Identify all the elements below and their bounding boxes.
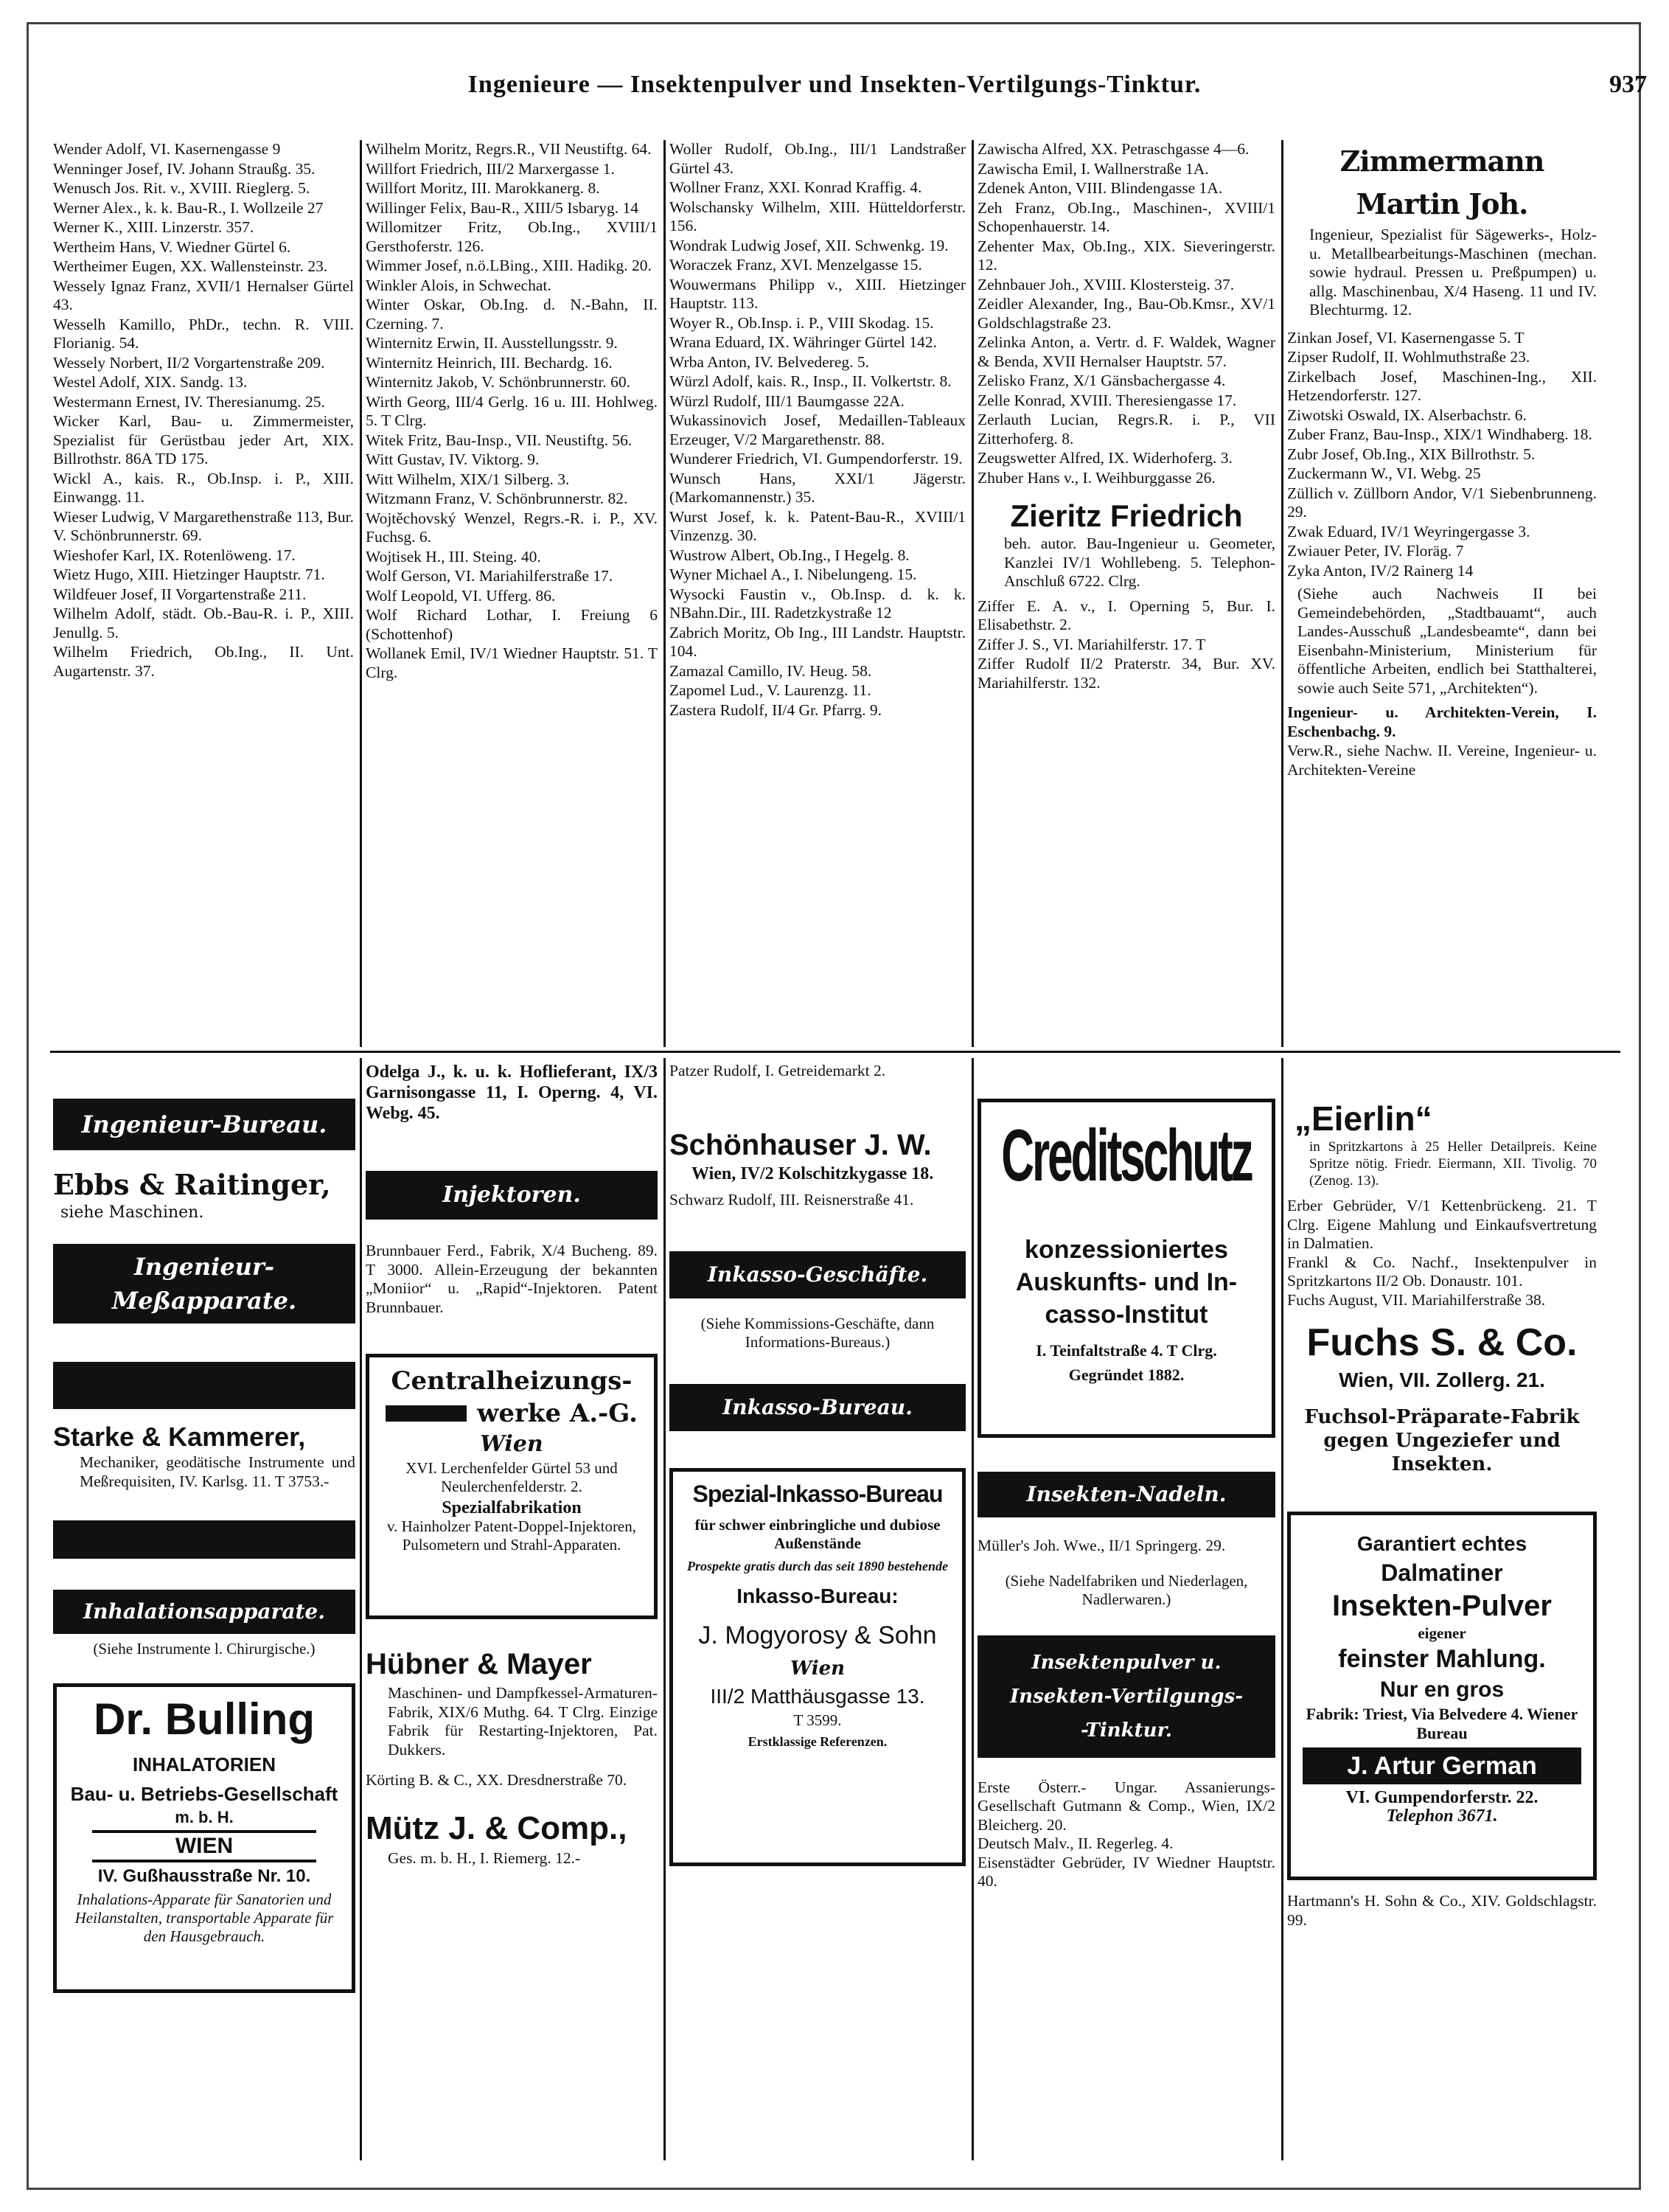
directory-entry: Zhuber Hans v., I. Weihburggasse 26. xyxy=(978,468,1216,487)
central-line xyxy=(374,1397,649,1430)
cred-line: casso-Institut xyxy=(1045,1301,1208,1329)
directory-entry: Wunsch Hans, XXI/1 Jägerstr. (Markomannenstr.) 35. xyxy=(669,469,966,506)
cred-line: Creditschutz xyxy=(1001,1116,1252,1197)
zieritz-text: beh. autor. Bau-Ingenieur u. Geometer, Kanzlei IV/1 Wohllebeng. 5. Telephon-Anschluß 6722. Clrg. xyxy=(1004,535,1275,590)
directory-entry: Woraczek Franz, XVI. Menzelgasse 15. xyxy=(669,256,922,274)
patzer-entry: Patzer Rudolf, I. Getreidemarkt 2. xyxy=(669,1062,886,1079)
directory-entry: Wondrak Ludwig Josef, XII. Schwenkg. 19. xyxy=(669,236,949,254)
fuchs-entry: Fuchs August, VII. Mariahilferstraße 38. xyxy=(1287,1290,1546,1309)
directory-entry: Zyka Anton, IV/2 Rainerg 14 xyxy=(1287,561,1474,580)
directory-entry: Wojtisek H., III. Steing. 40. xyxy=(366,547,541,566)
directory-entry: Wurst Josef, k. k. Patent-Bau-R., XVIII/1 Vinzenzg. 30. xyxy=(669,507,966,544)
entries-column-2 xyxy=(366,140,658,1047)
spezial-line: Spezial-Inkasso-Bureau xyxy=(692,1480,943,1507)
directory-entry: Wustrow Albert, Ob.Ing., I Hegelg. 8. xyxy=(669,546,910,564)
directory-entry: Ziffer J. S., VI. Mariahilferstr. 17. T xyxy=(978,635,1206,653)
dalm-line: Fabrik: Triest, Via Belvedere 4. Wiener Bureau xyxy=(1306,1705,1578,1742)
dalm-line: Dalmatiner xyxy=(1381,1559,1503,1586)
dalm-line: Nur en gros xyxy=(1379,1677,1505,1702)
fuchs-co-line: Fuchsol-Präparate-Fabrik gegen Ungeziefer und Insekten. xyxy=(1304,1406,1580,1475)
directory-entry: Wollner Franz, XXI. Konrad Kraffig. 4. xyxy=(669,178,922,196)
heading-line: -Tinktur. xyxy=(1081,1719,1172,1742)
directory-entry: Wrba Anton, IV. Belvedereg. 5. xyxy=(669,352,870,371)
frankl-entry: Frankl & Co. Nachf., Insektenpulver in Spritzkartons II/2 Ob. Donaustr. 101. xyxy=(1287,1253,1597,1290)
directory-entry: Wender Adolf, VI. Kasernengasse 9 xyxy=(53,140,281,158)
directory-entry: Winternitz Heinrich, III. Bechardg. 16. xyxy=(366,353,613,372)
directory-entry: Winter Oskar, Ob.Ing. d. N.-Bahn, II. Czerning. 7. xyxy=(366,296,658,333)
schwarz-entry: Schwarz Rudolf, III. Reisnerstraße 41. xyxy=(669,1191,914,1208)
directory-entry: Wolf Gerson, VI. Mariahilferstraße 17. xyxy=(366,567,613,585)
column-rule xyxy=(360,140,362,1047)
lower-column-3 xyxy=(669,1062,966,2160)
directory-entry: Wojtěchovský Wenzel, Regrs.-R. i. P., XV. Fuchsg. 6. xyxy=(366,509,658,546)
directory-entry: Zirkelbach Josef, Maschinen-Ing., XII. Hetzendorferstr. 127. xyxy=(1287,367,1597,404)
directory-entry: Zehenter Max, Ob.Ing., XIX. Sieveringerstr. 12. xyxy=(978,237,1275,274)
directory-entry: Wietz Hugo, XIII. Hietzinger Hauptstr. 71. xyxy=(53,566,325,583)
directory-entry: Zwak Eduard, IV/1 Weyringergasse 3. xyxy=(1287,522,1530,540)
centralheizung-ad xyxy=(366,1354,658,1619)
section-heading-ingenieur-bureau: Ingenieur-Bureau. xyxy=(53,1099,355,1150)
koerting-entry: Körting B. & C., XX. Dresdnerstraße 70. xyxy=(366,1771,627,1789)
directory-entry: Zipser Rudolf, II. Wohlmuthstraße 23. xyxy=(1287,348,1530,366)
directory-entry: Zdenek Anton, VIII. Blindengasse 1A. xyxy=(978,179,1223,197)
bulling-line: m. b. H. xyxy=(175,1808,234,1826)
erber-entry: Erber Gebrüder, V/1 Kettenbrückeng. 21. T Clrg. Eigene Mahlung und Einkaufsvertretung in Dalmatien. xyxy=(1287,1197,1597,1252)
section-heading-insektenpulver xyxy=(978,1635,1275,1758)
schoenhauser-text: Wien, IV/2 Kolschitzkygasse 18. xyxy=(691,1164,934,1183)
black-bar xyxy=(53,1520,355,1559)
black-bar xyxy=(53,1362,355,1409)
fuchs-co-line: Wien, VII. Zollerg. 21. xyxy=(1339,1368,1545,1391)
bulling-line: INHALATORIEN xyxy=(132,1753,276,1775)
directory-entry: Willfort Friedrich, III/2 Marxergasse 1. xyxy=(366,159,615,178)
section-heading-inkasso-geschaefte: Inkasso-Geschäfte. xyxy=(669,1251,966,1298)
fuchs-co-name: Fuchs S. & Co. xyxy=(1306,1321,1578,1364)
directory-entry: Wesselh Kamillo, PhDr., techn. R. VIII. Florianig. 54. xyxy=(53,315,354,352)
huebner-text: Maschinen- und Dampfkessel-Armaturen-Fabrik, XIX/6 Muthg. 64. T Clrg. Einzige Fabrik für Restarting-Injektoren, Pat. Dukkers. xyxy=(388,1684,658,1759)
huebner-name: Hübner & Mayer xyxy=(366,1648,592,1680)
directory-entry: Zerlauth Lucian, Regrs.R. i. P., VII Zitterhoferg. 8. xyxy=(978,411,1275,448)
directory-entry: Wessely Ignaz Franz, XVII/1 Hernalser Gürtel 43. xyxy=(53,276,354,313)
schoenhauser-name: Schönhauser J. W. xyxy=(669,1128,932,1161)
dalm-line: J. Artur German xyxy=(1303,1747,1581,1784)
zieritz-name: Zieritz Friedrich xyxy=(1010,498,1243,533)
directory-entry: Westel Adolf, XIX. Sandg. 13. xyxy=(53,373,248,391)
brunnbauer-entry: Brunnbauer Ferd., Fabrik, X/4 Bucheng. 89. T 3000. Allein-Erzeugung der bekannten „Moniior“ u. „Rapid“-Injektoren. Patent Brunnbauer. xyxy=(366,1242,658,1316)
dalm-line: Telephon 3671. xyxy=(1386,1806,1498,1826)
directory-entry: Wolschansky Wilhelm, XIII. Hütteldorferstr. 156. xyxy=(669,198,966,234)
column-rule xyxy=(360,1058,362,2160)
central-line: Spezialfabrikation xyxy=(442,1498,582,1517)
directory-entry: Winkler Alois, in Schwechat. xyxy=(366,276,551,294)
ingenieur-note: (Siehe auch Nachweis II bei Gemeindebehörden, „Stadtbauamt“, auch Landes-Ausschuß „Landesbeamte“, dann bei Eisenbahn-Ministerium, Ministerium für öffentliche Arbeiten, endlich bei Statthalterei, sowie auch Seite 571, „Architekten“). xyxy=(1297,585,1597,697)
bulling-ad xyxy=(53,1683,355,1993)
directory-entry: Züllich v. Züllborn Andor, V/1 Siebenbrunneng. 29. xyxy=(1287,484,1597,521)
section-rule xyxy=(50,1051,1620,1053)
mueller-entry: Müller's Joh. Wwe., II/1 Springerg. 29. xyxy=(978,1537,1226,1554)
directory-entry: Witt Wilhelm, XIX/1 Silberg. 3. xyxy=(366,470,570,488)
muetz-text: Ges. m. b. H., I. Riemerg. 12.- xyxy=(388,1848,581,1867)
directory-entry: Wickl A., kais. R., Ob.Insp. i. P., XIII. Einwangg. 11. xyxy=(53,469,354,506)
central-line: XVI. Lerchenfelder Gürtel 53 und Neulerchenfelderstr. 2. xyxy=(405,1459,618,1495)
central-line: v. Hainholzer Patent-Doppel-Injektoren, Pulsometern und Strahl-Apparaten. xyxy=(386,1517,637,1554)
directory-entry: Zuber Franz, Bau-Insp., XIX/1 Windhaberg. 18. xyxy=(1287,425,1592,443)
inhalation-note: (Siehe Instrumente l. Chirurgische.) xyxy=(93,1640,316,1658)
directory-entry: Würzl Adolf, kais. R., Insp., II. Volkertstr. 8. xyxy=(669,372,952,390)
directory-entry: Zelinka Anton, a. Vertr. d. F. Waldek, Wagner & Benda, XVII Hernalser Hauptstr. 57. xyxy=(978,333,1275,370)
directory-entry: Witzmann Franz, V. Schönbrunnerstr. 82. xyxy=(366,490,628,507)
directory-entry: Winternitz Erwin, II. Ausstellungsstr. 9. xyxy=(366,334,618,352)
inkasso-note: (Siehe Kommissions-Geschäfte, dann Informations-Bureaus.) xyxy=(700,1314,935,1351)
directory-entry: Zelle Konrad, XVIII. Theresiengasse 17. xyxy=(978,391,1237,409)
directory-entry: Zapomel Lud., V. Laurenzg. 11. xyxy=(669,681,871,699)
bulling-line: IV. Gußhausstraße Nr. 10. xyxy=(97,1866,311,1886)
directory-entry: Zwiauer Peter, IV. Floräg. 7 xyxy=(1287,542,1464,560)
directory-entry: Wieser Ludwig, V Margarethenstraße 113, Bur. V. Schönbrunnerstr. 69. xyxy=(53,507,354,544)
zieritz-ad xyxy=(978,498,1275,591)
directory-entry: Zawischa Emil, I. Wallnerstraße 1A. xyxy=(978,159,1209,178)
cred-line: Auskunfts- und In- xyxy=(1015,1268,1238,1296)
bulling-line: Bau- u. Betriebs-Gesellschaft xyxy=(70,1783,338,1805)
column-rule xyxy=(1281,1058,1283,2160)
directory-entry: Werner K., XIII. Linzerstr. 357. xyxy=(53,218,254,236)
starke-text: Mechaniker, geodätische Instrumente und Meßrequisiten, IV. Karlsg. 11. T 3753.- xyxy=(80,1453,355,1490)
zimmermann-text: Ingenieur, Spezialist für Sägewerks-, Holz- u. Metallbearbeitungs-Maschinen (mechan. sowie hydraul. Pressen u. Preßpumpen) u. allg. Maschinenbau, X/4 Haseng. 11 und IV. Blechturmg. 12. xyxy=(1309,226,1597,319)
spezial-line: J. Mogyorosy & Sohn xyxy=(698,1621,937,1649)
directory-entry: Zeh Franz, Ob.Ing., Maschinen-, XVIII/1 Schopenhauerstr. 14. xyxy=(978,198,1275,235)
directory-entry: Wilhelm Moritz, Regrs.R., VII Neustiftg. 64. xyxy=(366,140,652,158)
lower-column-4 xyxy=(978,1099,1275,2160)
deutsch-entry: Deutsch Malv., II. Regerleg. 4. xyxy=(978,1834,1174,1852)
directory-entry: Wrana Eduard, IX. Währinger Gürtel 142. xyxy=(669,333,937,351)
section-heading-insekten-nadeln: Insekten-Nadeln. xyxy=(978,1472,1275,1517)
directory-entry: Willomitzer Fritz, Ob.Ing., XVIII/1 Gersthoferstr. 126. xyxy=(366,218,658,255)
directory-entry: Würzl Rudolf, III/1 Baumgasse 22A. xyxy=(669,392,905,410)
directory-entry: Zinkan Josef, VI. Kasernengasse 5. T xyxy=(1287,328,1525,347)
directory-entry: Willfort Moritz, III. Marokkanerg. 8. xyxy=(366,179,600,197)
column-rule xyxy=(972,1058,974,2160)
directory-entry: Wunderer Friedrich, VI. Gumpendorferstr. 19. xyxy=(669,450,963,467)
black-dash xyxy=(386,1405,467,1422)
directory-entry: Wenninger Josef, IV. Johann Straußg. 35. xyxy=(53,159,316,178)
directory-entry: Ziffer E. A. v., I. Operning 5, Bur. I. Elisabethstr. 2. xyxy=(978,597,1275,633)
dalm-line: Garantiert echtes xyxy=(1356,1532,1527,1555)
directory-entry: Wysocki Faustin v., Ob.Insp. d. k. k. NBahn.Dir., III. Radetzkystraße 12 xyxy=(669,585,966,622)
directory-entry: Zamazal Camillo, IV. Heug. 58. xyxy=(669,661,872,680)
directory-entry: Woller Rudolf, Ob.Ing., III/1 Landstraßer Gürtel 43. xyxy=(669,140,966,177)
section-heading-inhalationsapparate: Inhalationsapparate. xyxy=(53,1590,355,1634)
ebbs-name: Ebbs & Raitinger, xyxy=(53,1168,331,1201)
directory-entry: Wildfeuer Josef, II Vorgartenstraße 211. xyxy=(53,585,307,603)
zimmermann-name: Zimmermann Martin Joh. xyxy=(1339,145,1544,220)
spezial-line: T 3599. xyxy=(793,1711,842,1729)
odelga-entry: Odelga J., k. u. k. Hoflieferant, IX/3 Garnisongasse 11, I. Operng. 4, VI. Webg. 45. xyxy=(366,1062,658,1123)
entries-column-1 xyxy=(53,140,354,1047)
directory-entry: Zelisko Franz, X/1 Gänsbachergasse 4. xyxy=(978,372,1226,389)
directory-entry: Wyner Michael A., I. Nibelungeng. 15. xyxy=(669,566,917,583)
directory-entry: Witek Fritz, Bau-Insp., VII. Neustiftg. 56. xyxy=(366,431,633,449)
mueller-note: (Siehe Nadelfabriken und Niederlagen, Nadlerwaren.) xyxy=(1005,1571,1248,1608)
directory-entry: Wieshofer Karl, IX. Rotenlöweng. 17. xyxy=(53,546,296,564)
bulling-line: Inhalations-Apparate für Sanatorien und Heilanstalten, transportable Apparate für den Hausgebrauch. xyxy=(74,1891,334,1945)
ingenieur-verein: Ingenieur- u. Architekten-Verein, I. Eschenbachg. 9. xyxy=(1287,703,1597,740)
heading-line: Meßapparate. xyxy=(111,1287,297,1315)
cred-line: konzessioniertes xyxy=(1025,1236,1228,1264)
bulling-line: WIEN xyxy=(92,1830,316,1863)
lower-column-5 xyxy=(1287,1099,1597,2160)
directory-entry: Zawischa Alfred, XX. Petraschgasse 4—6. xyxy=(978,140,1250,158)
central-line: Wien xyxy=(480,1431,543,1457)
cred-line: I. Teinfaltstraße 4. T Clrg. xyxy=(1036,1341,1217,1360)
entries-column-4 xyxy=(978,140,1275,1047)
heading-line: Insektenpulver u. xyxy=(1031,1651,1222,1674)
directory-entry: Westermann Ernest, IV. Theresianumg. 25. xyxy=(53,392,325,411)
directory-entry: Zeidler Alexander, Ing., Bau-Ob.Kmsr., XV/1 Goldschlagstraße 23. xyxy=(978,295,1275,332)
dalm-line: VI. Gumpendorferstr. 22. xyxy=(1345,1788,1539,1807)
eierlin-name: „Eierlin“ xyxy=(1295,1099,1432,1138)
entries-column-5 xyxy=(1287,140,1597,1047)
creditschutz-ad xyxy=(978,1099,1275,1438)
directory-entry: Witt Gustav, IV. Viktorg. 9. xyxy=(366,451,540,468)
directory-entry: Wessely Norbert, II/2 Vorgartenstraße 209. xyxy=(53,353,325,372)
ebbs-ref: siehe Maschinen. xyxy=(60,1203,204,1222)
page-number: 937 xyxy=(1609,71,1647,98)
column-rule xyxy=(1281,140,1283,1047)
directory-entry: Winternitz Jakob, V. Schönbrunnerstr. 60. xyxy=(366,373,631,391)
section-heading-injektoren: Injektoren. xyxy=(366,1171,658,1220)
directory-entry: Wirth Georg, III/4 Gerlg. 16 u. III. Hohlweg. 5. T Clrg. xyxy=(366,392,658,429)
directory-entry: Zeugswetter Alfred, IX. Widerhoferg. 3. xyxy=(978,449,1233,467)
central-text: werke A.-G. xyxy=(477,1399,638,1428)
bulling-name: Dr. Bulling xyxy=(94,1694,315,1744)
central-line: Centralheizungs- xyxy=(391,1366,633,1396)
page-title: Ingenieure — Insektenpulver und Insekten-Vertilgungs-Tinktur. xyxy=(467,71,1202,98)
directory-entry: Wilhelm Adolf, städt. Ob.-Bau-R. i. P., XIII. Jenullg. 5. xyxy=(53,605,354,641)
directory-entry: Wouwermans Philipp v., XIII. Hietzinger Hauptstr. 113. xyxy=(669,275,966,312)
section-heading-inkasso-bureau: Inkasso-Bureau. xyxy=(669,1384,966,1431)
directory-entry: Werner Alex., k. k. Bau-R., I. Wollzeile 27 xyxy=(53,198,324,217)
directory-entry: Wukassinovich Josef, Medaillen-Tableaux Erzeuger, V/2 Margarethenstr. 88. xyxy=(669,411,966,448)
directory-entry: Zehnbauer Joh., XVIII. Klostersteig. 37. xyxy=(978,275,1235,293)
entries-column-3 xyxy=(669,140,966,1047)
spezial-line: für schwer einbringliche und dubiose Außenstände xyxy=(694,1515,941,1552)
dalm-line: eigener xyxy=(1418,1624,1466,1642)
directory-entry: Wolf Leopold, VI. Ufferg. 86. xyxy=(366,586,556,605)
section-heading-messapparate xyxy=(53,1244,355,1324)
running-header xyxy=(22,71,1647,108)
column-rule xyxy=(663,1058,666,2160)
starke-name: Starke & Kammerer, xyxy=(53,1422,306,1452)
spezial-line: Erstklassige Referenzen. xyxy=(748,1733,888,1749)
erste-entry: Erste Österr.- Ungar. Assanierungs- Gesellschaft Gutmann & Comp., Wien, IX/2 Bleicherg. 20. xyxy=(978,1778,1275,1834)
spezial-inkasso-ad xyxy=(669,1468,966,1866)
column-rule xyxy=(972,140,974,1047)
spezial-line: Inkasso-Bureau: xyxy=(736,1584,899,1607)
directory-entry: Wenusch Jos. Rit. v., XVIII. Rieglerg. 5. xyxy=(53,179,310,197)
directory-entry: Woyer R., Ob.Insp. i. P., VIII Skodag. 15. xyxy=(669,313,934,332)
directory-entry: Wicker Karl, Bau- u. Zimmermeister, Spezialist für Gerüstbau jeder Art, XIX. Billrothstr. 86A TD 175. xyxy=(53,412,354,467)
lower-column-1 xyxy=(53,1099,355,2160)
directory-entry: Wimmer Josef, n.ö.LBing., XIII. Hadikg. 20. xyxy=(366,257,652,274)
directory-entry: Wertheimer Eugen, XX. Wallensteinstr. 23. xyxy=(53,257,328,275)
spezial-line: Wien xyxy=(790,1657,846,1680)
directory-entry: Ziffer Rudolf II/2 Praterstr. 34, Bur. XV. Mariahilferstr. 132. xyxy=(978,655,1275,692)
heading-line: Insekten-Vertilgungs- xyxy=(1010,1685,1243,1708)
column-rule xyxy=(663,140,666,1047)
eierlin-text: in Spritzkartons à 25 Heller Detailpreis. Keine Spritze nötig. Friedr. Eiermann, XII. Tivolig. 70 (Zenog. 13). xyxy=(1309,1139,1597,1189)
muetz-name: Mütz J. & Comp., xyxy=(366,1809,627,1846)
directory-entry: Wolf Richard Lothar, I. Freiung 6 (Schottenhof) xyxy=(366,606,658,643)
directory-entry: Zabrich Moritz, Ob Ing., III Landstr. Hauptstr. 104. xyxy=(669,623,966,660)
cred-line: Gegründet 1882. xyxy=(1068,1366,1185,1384)
hartmann-entry: Hartmann's H. Sohn & Co., XIV. Goldschlagstr. 99. xyxy=(1287,1892,1597,1929)
ingenieur-verein-ref: Verw.R., siehe Nachw. II. Vereine, Ingenieur- u. Architekten-Vereine xyxy=(1287,742,1597,779)
directory-entry: Zastera Rudolf, II/4 Gr. Pfarrg. 9. xyxy=(669,700,882,719)
directory-entry: Ziwotski Oswald, IX. Alserbachstr. 6. xyxy=(1287,406,1527,424)
spezial-line: III/2 Matthäusgasse 13. xyxy=(710,1684,925,1708)
dalmatiner-ad xyxy=(1287,1512,1597,1880)
dalm-line: feinster Mahlung. xyxy=(1338,1645,1546,1673)
directory-entry: Willinger Felix, Bau-R., XIII/5 Isbaryg. 14 xyxy=(366,198,638,217)
directory-entry: Wertheim Hans, V. Wiedner Gürtel 6. xyxy=(53,237,291,256)
dalm-line: Insekten-Pulver xyxy=(1332,1590,1552,1622)
directory-entry: Wollanek Emil, IV/1 Wiedner Hauptstr. 51. T Clrg. xyxy=(366,644,658,681)
heading-line: Ingenieur- xyxy=(133,1253,275,1281)
lower-column-2 xyxy=(366,1062,658,2160)
spezial-line: Prospekte gratis durch das seit 1890 bestehende xyxy=(687,1558,948,1573)
eisenstaedter-entry: Eisenstädter Gebrüder, IV Wiedner Hauptstr. 40. xyxy=(978,1853,1275,1890)
directory-entry: Zuckermann W., VI. Webg. 25 xyxy=(1287,465,1481,482)
directory-entry: Wilhelm Friedrich, Ob.Ing., II. Unt. Augartenstr. 37. xyxy=(53,643,354,680)
directory-entry: Zubr Josef, Ob.Ing., XIX Billrothstr. 5. xyxy=(1287,445,1536,463)
